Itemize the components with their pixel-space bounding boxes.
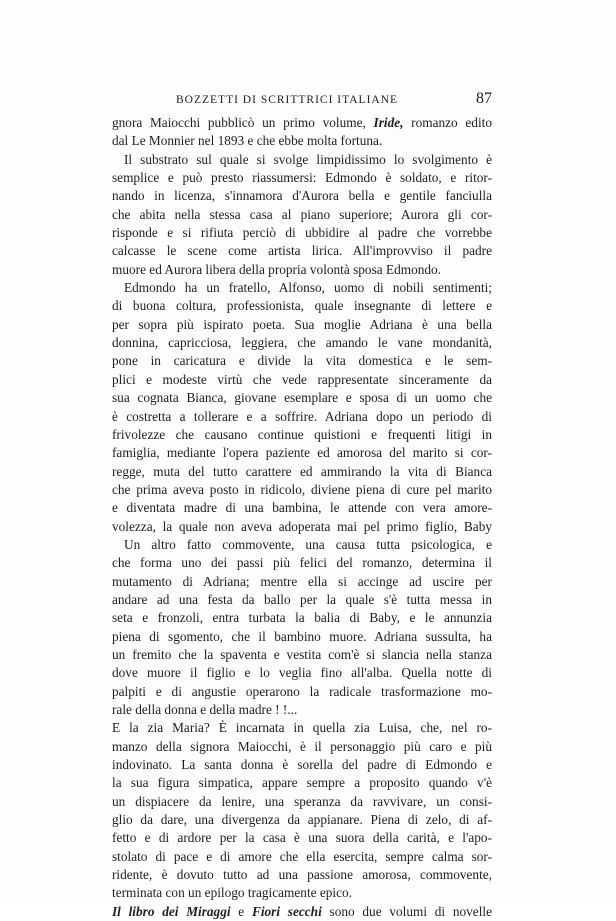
text-line xyxy=(112,573,492,591)
text-run: un dispiacere da lenire, una speranza da ravvivare, un consi- xyxy=(112,793,492,809)
text-line xyxy=(112,352,492,370)
text-run: che forma uno dei passi più felici del romanzo, determina il xyxy=(112,555,492,571)
text-run: indovinato. La santa donna è sorella del padre di Edmondo e xyxy=(112,757,492,773)
text-line xyxy=(112,793,492,811)
text-line xyxy=(112,738,492,756)
text-line xyxy=(112,719,492,737)
text-line xyxy=(112,848,492,866)
emphasized-title: Iride, xyxy=(373,115,404,130)
text-run: calcasse le scene come artista lirica. All'improvviso il padre xyxy=(112,243,492,259)
emphasized-title: Fiori secchi xyxy=(251,903,322,919)
text-run: la sua figura simpatica, appare sempre a proposito quando v'è xyxy=(112,775,492,791)
text-line xyxy=(112,481,492,499)
text-run: seta e fronzoli, entra turbata la balia di Baby, e le annunzia xyxy=(112,610,492,626)
text-run: glio da dare, una divergenza da appianare. Piena di zelo, di af- xyxy=(112,812,492,828)
text-run: dove muore il figlio e lo veglia fino all'alba. Quella notte di xyxy=(112,665,492,681)
text-line xyxy=(112,664,492,682)
text-run: romanzo edito xyxy=(403,115,492,130)
text-run: muore ed Aurora libera della propria volontà sposa Edmondo. xyxy=(112,261,442,277)
text-line xyxy=(112,444,492,462)
text-run: di buona coltura, professionista, quale insegnante di lettere e xyxy=(112,298,492,314)
text-line xyxy=(112,169,492,187)
text-run: Il substrato sul quale si svolge limpidissimo lo svolgimento è xyxy=(124,151,492,167)
text-line xyxy=(112,334,492,352)
text-run: e diventata madre di una bambina, le attende con vera amore- xyxy=(112,500,492,516)
text-run: gnora Maiocchi pubblicò un primo volume, xyxy=(112,115,374,130)
text-line xyxy=(112,518,492,536)
text-line xyxy=(112,408,492,426)
text-run: volezza, la quale non aveva adoperata mai pel primo figlio, Baby xyxy=(112,518,492,534)
text-line xyxy=(112,628,492,646)
text-line xyxy=(112,389,492,407)
text-line xyxy=(112,463,492,481)
text-line xyxy=(112,554,492,572)
text-line xyxy=(112,114,492,132)
text-line xyxy=(112,903,492,921)
text-line xyxy=(112,866,492,884)
page-header xyxy=(112,90,492,112)
text-line xyxy=(112,297,492,315)
text-run: manzo della signora Maiocchi, è il personaggio più caro e più xyxy=(112,738,492,754)
text-line xyxy=(112,187,492,205)
text-run: che prima aveva posto in ridicolo, diviene piena di cure pel marito xyxy=(112,481,492,497)
text-run: che abita nella stessa casa al piano superiore; Aurora gli cor- xyxy=(112,206,492,222)
text-run: sono due volumi di novelle xyxy=(321,903,493,919)
text-run: per sopra più ispirato poeta. Sua moglie Adriana è una bella xyxy=(112,316,492,332)
text-run: un fremito che la spaventa e vestita com'è si slancia nella stanza xyxy=(112,646,492,662)
text-run: piena di sgomento, che il bambino muore. Adriana sussulta, ha xyxy=(112,628,492,644)
text-run: E la zia Maria? È incarnata in quella zia Luisa, che, nel ro- xyxy=(112,720,492,736)
text-run: sua cognata Bianca, giovane esemplare e sposa di un uomo che xyxy=(112,390,492,406)
text-run: palpiti e di angustie operarono la radicale trasformazione mo- xyxy=(112,683,492,699)
text-line xyxy=(112,591,492,609)
text-run: Un altro fatto commovente, una causa tutta psicologica, e xyxy=(124,536,492,552)
text-line xyxy=(112,426,492,444)
text-line xyxy=(112,224,492,242)
text-run: dal Le Monnier nel 1893 e che ebbe molta fortuna. xyxy=(112,133,383,149)
text-run: nando in licenza, s'innamora d'Aurora bella e gentile fanciulla xyxy=(112,188,492,204)
text-run: regge, muta del tutto carattere ed ammirando la vita di Bianca xyxy=(112,463,492,479)
text-line xyxy=(112,646,492,664)
text-run: donnina, capricciosa, leggiera, che amando le vane mondanità, xyxy=(112,335,492,351)
body-text xyxy=(112,114,492,921)
text-run: pone in caricatura e divide la vita domestica e le sem- xyxy=(112,353,492,369)
text-run: terminata con un epilogo tragicamente epico. xyxy=(112,885,352,901)
emphasized-title: Il libro dei Miraggi xyxy=(112,903,231,919)
text-run: è costretta a tollerare e a soffrire. Adriana dopo un periodo di xyxy=(112,408,492,424)
text-line xyxy=(112,811,492,829)
text-run: semplice e può presto riassumersi: Edmondo è soldato, e ritor- xyxy=(112,170,492,186)
running-title: BOZZETTI DI SCRITTRICI ITALIANE xyxy=(176,94,399,106)
text-run: famiglia, mediante l'opera paziente ed amorosa del marito si cor- xyxy=(112,445,492,461)
text-run: fetto e di ardore per la casa è una suora della carità, e l'apo- xyxy=(112,830,492,846)
text-line xyxy=(112,151,492,169)
text-line xyxy=(112,609,492,627)
text-line xyxy=(112,316,492,334)
text-run: rale della donna e della madre ! !... xyxy=(112,702,298,717)
text-run: mutamento di Adriana; mentre ella si accinge ad uscire per xyxy=(112,573,492,589)
text-line xyxy=(112,371,492,389)
text-line xyxy=(112,536,492,554)
text-line xyxy=(112,261,492,279)
text-run: risponde e si rifiuta perciò di ubbidire al padre che vorrebbe xyxy=(112,225,492,241)
text-line xyxy=(112,242,492,260)
text-run: andare ad una festa da ballo per la quale s'è tutta messa in xyxy=(112,591,492,607)
text-line xyxy=(112,132,492,150)
text-line xyxy=(112,829,492,847)
text-run: Edmondo ha un fratello, Alfonso, uomo di nobili sentimenti; xyxy=(124,280,492,296)
text-run: ridente, è dovuto tutto ad una passione amorosa, commovente, xyxy=(112,867,492,883)
text-run: e xyxy=(230,903,252,919)
text-run: plici e modeste virtù che vede rappresentate sinceramente da xyxy=(112,371,492,387)
text-line xyxy=(112,683,492,701)
text-run: frivolezze che causano continue quistioni e frequenti litigi in xyxy=(112,426,492,442)
text-line xyxy=(112,701,492,719)
text-run: stolato di pace e di amore che ella esercita, sempre calma sor- xyxy=(112,848,492,864)
page-number: 87 xyxy=(476,90,492,107)
text-line xyxy=(112,499,492,517)
text-line xyxy=(112,279,492,297)
text-line xyxy=(112,774,492,792)
text-line xyxy=(112,206,492,224)
text-line xyxy=(112,884,492,902)
text-line xyxy=(112,756,492,774)
